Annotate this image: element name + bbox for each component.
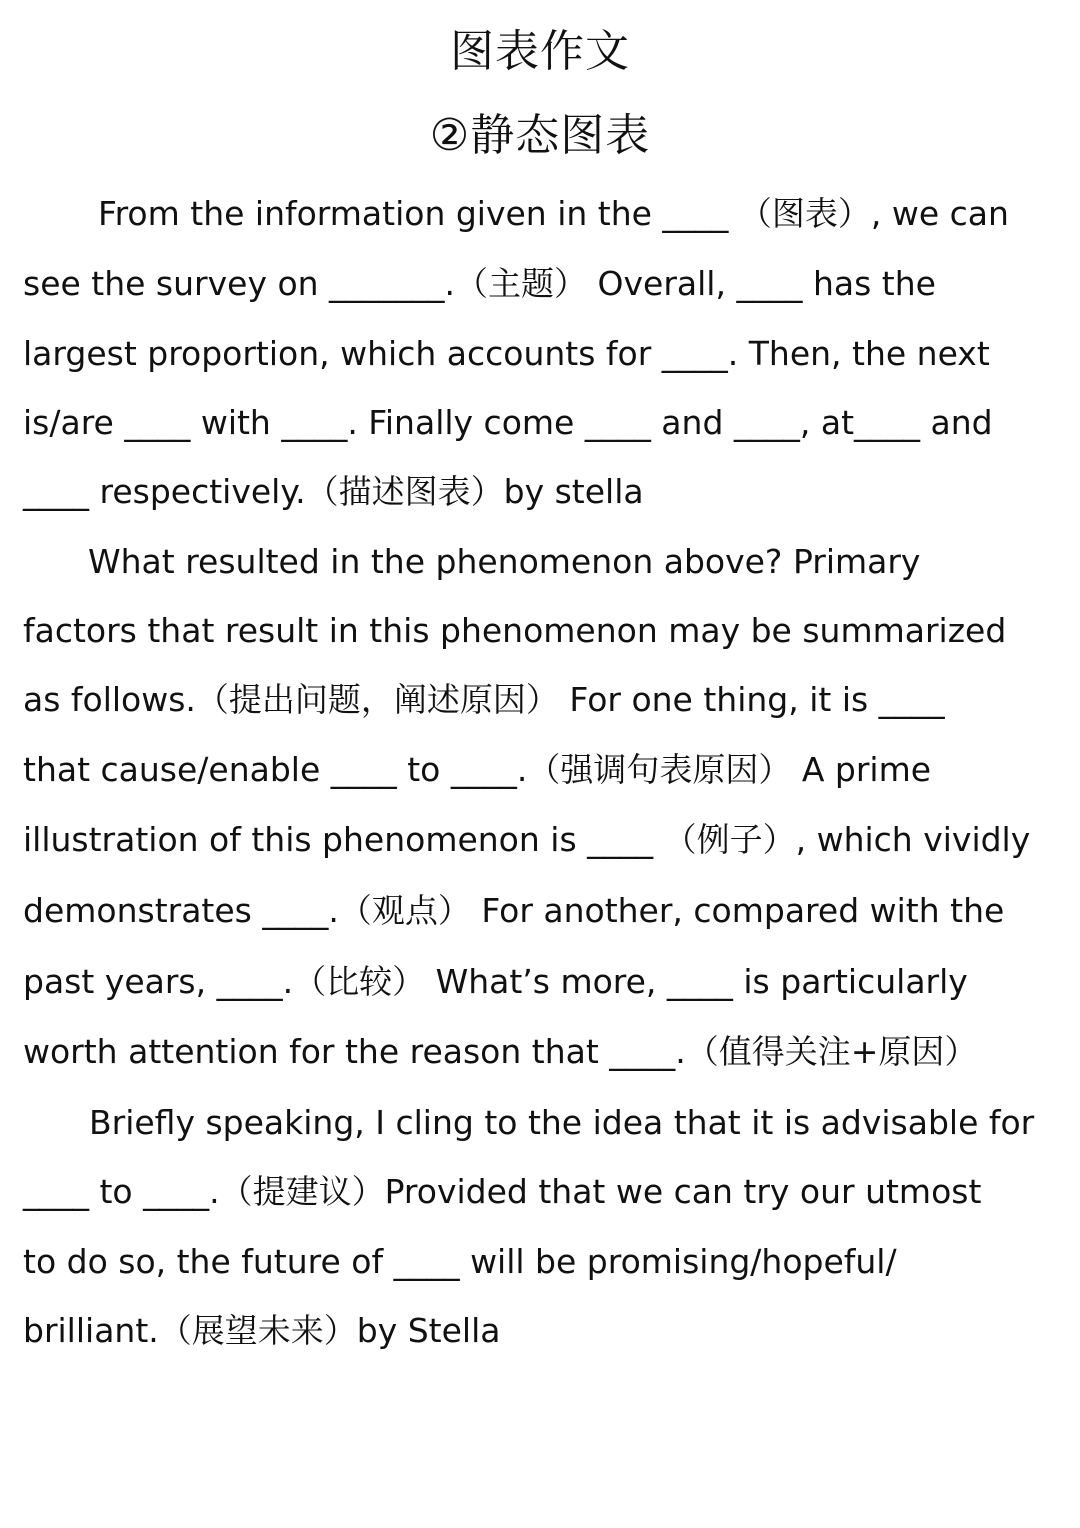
page-subtitle: ②静态图表 [429,110,651,161]
text-line: is/are ____ with ____. Finally come ____ and ____, at____ and [23,403,993,442]
text-line: factors that result in this phenomenon may be summarized [23,611,1007,650]
text-line: What resulted in the phenomenon above? Primary [88,542,921,581]
text-line: to do so, the future of ____ will be promising/hopeful/ [23,1242,897,1281]
page-title: 图表作文 [450,26,630,77]
text-line: From the information given in the ____ （图表）, we can [98,194,1009,233]
text-line: worth attention for the reason that ____.（值得关注+原因） [23,1032,978,1071]
text-line: illustration of this phenomenon is ____ （例子）, which vividly [23,820,1031,859]
text-line: brilliant.（展望未来）by Stella [23,1311,501,1350]
text-line: Briefly speaking, I cling to the idea that it is advisable for [89,1103,1035,1142]
text-line: as follows.（提出问题，阐述原因） For one thing, it is ____ [23,680,945,719]
text-line: largest proportion, which accounts for ____. Then, the next [23,334,990,373]
text-line: ____ respectively.（描述图表）by stella [23,472,644,511]
text-line: demonstrates ____.（观点） For another, compared with the [23,891,1005,930]
text-line: see the survey on _______.（主题） Overall, ____ has the [23,264,936,303]
text-line: past years, ____.（比较） What’s more, ____ is particularly [23,962,968,1001]
text-line: ____ to ____.（提建议）Provided that we can try our utmost [23,1172,982,1211]
text-line: that cause/enable ____ to ____.（强调句表原因） A prime [23,750,932,789]
